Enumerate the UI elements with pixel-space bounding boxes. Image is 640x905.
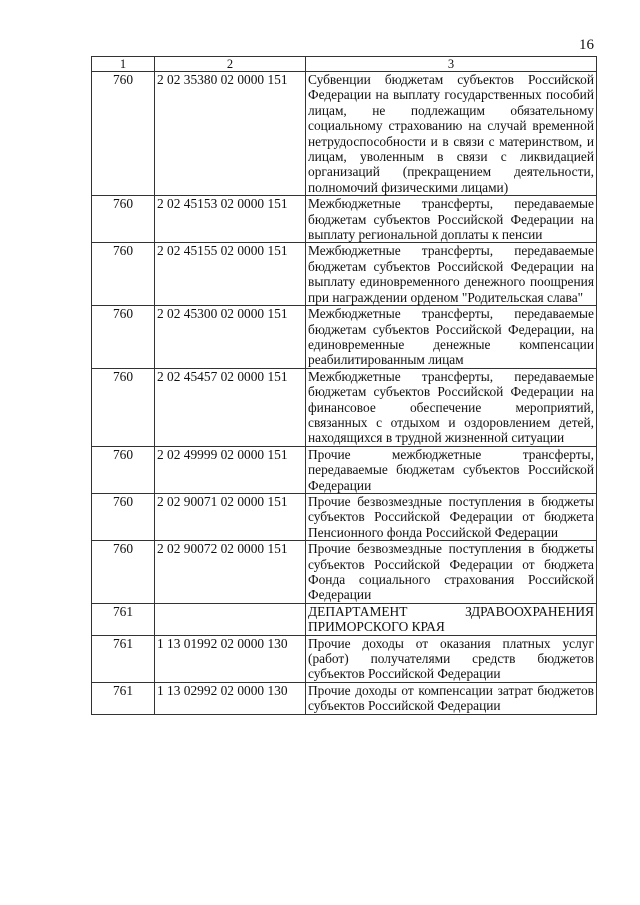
column-header: 2 bbox=[155, 57, 306, 72]
income-code-cell: 2 02 35380 02 0000 151 bbox=[155, 72, 306, 196]
income-code-cell: 2 02 45155 02 0000 151 bbox=[155, 243, 306, 306]
description-cell: Прочие доходы от компенсации затрат бюджетов субъектов Российской Федерации bbox=[306, 682, 597, 714]
admin-code-cell: 760 bbox=[92, 243, 155, 306]
admin-code-cell: 760 bbox=[92, 493, 155, 540]
column-header: 1 bbox=[92, 57, 155, 72]
income-code-cell bbox=[155, 603, 306, 635]
income-code-cell: 2 02 49999 02 0000 151 bbox=[155, 446, 306, 493]
table-row bbox=[92, 196, 597, 243]
description-cell: Прочие доходы от оказания платных услуг (работ) получателями средств бюджетов субъектов Российской Федерации bbox=[306, 635, 597, 682]
income-code-cell: 1 13 02992 02 0000 130 bbox=[155, 682, 306, 714]
column-header: 3 bbox=[306, 57, 597, 72]
table-row bbox=[92, 306, 597, 369]
admin-code-cell: 761 bbox=[92, 603, 155, 635]
description-cell: Межбюджетные трансферты, передаваемые бюджетам субъектов Российской Федерации на финансовое обеспечение мероприятий, связанных с отдыхом и оздоровлением детей, находящихся в трудной жизненной ситуации bbox=[306, 368, 597, 446]
income-code-cell: 2 02 45153 02 0000 151 bbox=[155, 196, 306, 243]
income-codes-table bbox=[91, 56, 597, 715]
income-code-cell: 2 02 90071 02 0000 151 bbox=[155, 493, 306, 540]
description-cell: Межбюджетные трансферты, передаваемые бюджетам субъектов Российской Федерации на выплату единовременного денежного поощрения при награждении орденом "Родительская слава" bbox=[306, 243, 597, 306]
table-row bbox=[92, 72, 597, 196]
admin-code-cell: 760 bbox=[92, 541, 155, 604]
table-row bbox=[92, 541, 597, 604]
description-cell: Прочие безвозмездные поступления в бюджеты субъектов Российской Федерации от бюджета Фонда социального страхования Российской Федерации bbox=[306, 541, 597, 604]
description-cell: Межбюджетные трансферты, передаваемые бюджетам субъектов Российской Федерации, на единовременные денежные компенсации реабилитированным лицам bbox=[306, 306, 597, 369]
table-header-row bbox=[92, 57, 597, 72]
table-row bbox=[92, 635, 597, 682]
table-row bbox=[92, 682, 597, 714]
admin-code-cell: 760 bbox=[92, 306, 155, 369]
admin-code-cell: 760 bbox=[92, 72, 155, 196]
description-cell: Субвенции бюджетам субъектов Российской Федерации на выплату государственных пособий лицам, не подлежащим обязательному социальному страхованию на случай временной нетрудоспособности и в связи с материнством, и лицам, уволенным в связи с ликвидацией организаций (прекращением деятельности, полномочий физическими лицами) bbox=[306, 72, 597, 196]
admin-code-cell: 760 bbox=[92, 368, 155, 446]
table-row bbox=[92, 603, 597, 635]
description-cell: Межбюджетные трансферты, передаваемые бюджетам субъектов Российской Федерации на выплату региональной доплаты к пенсии bbox=[306, 196, 597, 243]
admin-code-cell: 760 bbox=[92, 446, 155, 493]
income-code-cell: 2 02 90072 02 0000 151 bbox=[155, 541, 306, 604]
income-code-cell: 2 02 45300 02 0000 151 bbox=[155, 306, 306, 369]
admin-code-cell: 761 bbox=[92, 682, 155, 714]
description-cell: Прочие межбюджетные трансферты, передаваемые бюджетам субъектов Российской Федерации bbox=[306, 446, 597, 493]
table-row bbox=[92, 368, 597, 446]
table-row bbox=[92, 446, 597, 493]
description-cell: ДЕПАРТАМЕНТ ЗДРАВООХРАНЕНИЯ ПРИМОРСКОГО КРАЯ bbox=[306, 603, 597, 635]
table-row bbox=[92, 493, 597, 540]
income-code-cell: 2 02 45457 02 0000 151 bbox=[155, 368, 306, 446]
description-cell: Прочие безвозмездные поступления в бюджеты субъектов Российской Федерации от бюджета Пенсионного фонда Российской Федерации bbox=[306, 493, 597, 540]
admin-code-cell: 761 bbox=[92, 635, 155, 682]
table-row bbox=[92, 243, 597, 306]
admin-code-cell: 760 bbox=[92, 196, 155, 243]
income-code-cell: 1 13 01992 02 0000 130 bbox=[155, 635, 306, 682]
page-number: 16 bbox=[579, 37, 594, 53]
